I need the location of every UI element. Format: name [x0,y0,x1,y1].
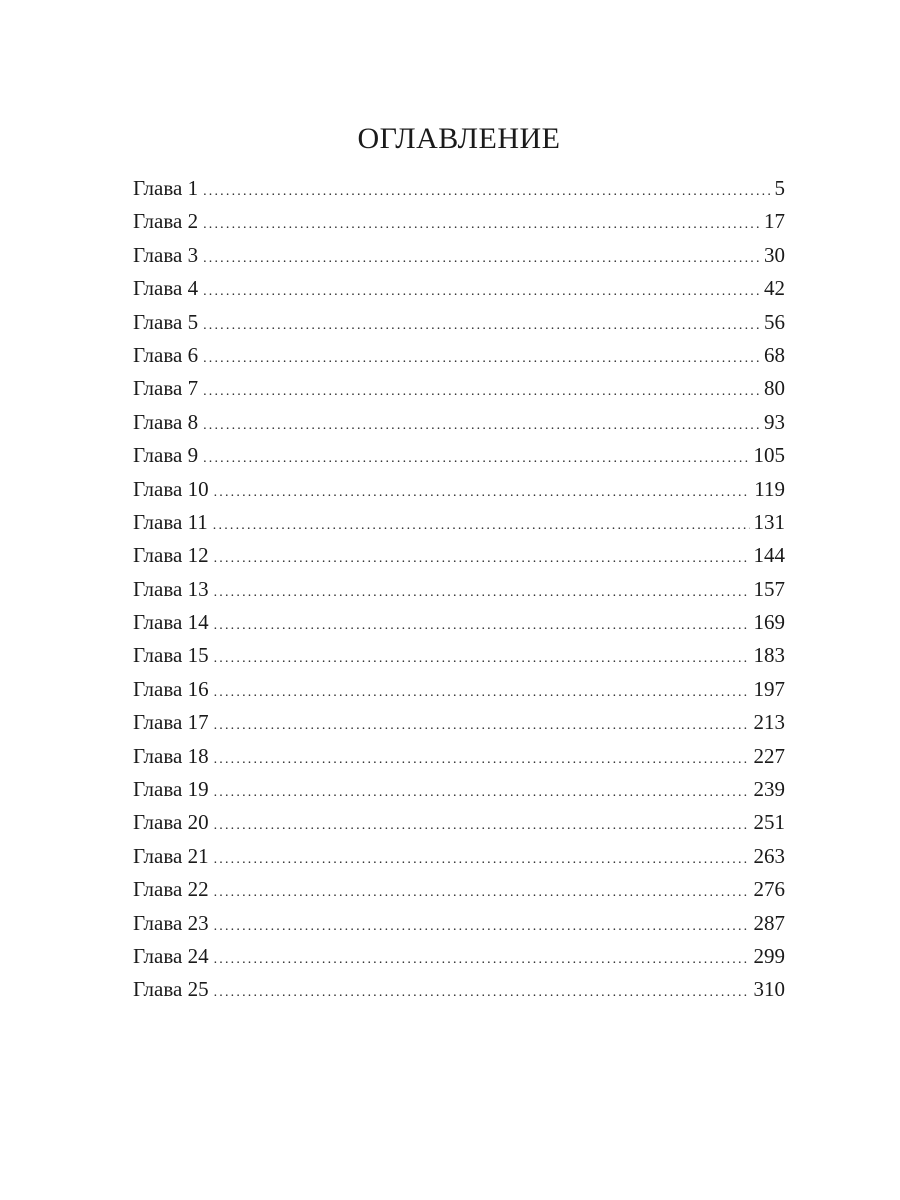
dot-leader [203,175,770,208]
page-title: ОГЛАВЛЕНИЕ [357,122,561,155]
toc-entry-label: Глава 8 [133,409,199,434]
toc-entry-19[interactable] [133,773,785,806]
dot-leader [214,576,750,609]
toc-entry-page-number: 169 [753,610,785,635]
toc-entry-17[interactable] [133,706,785,739]
toc-entry-11[interactable] [133,506,785,539]
toc-entry-4[interactable] [133,272,785,305]
toc-entry-7[interactable] [133,372,785,405]
dot-leader [214,609,750,642]
toc-entry-page-number: 119 [754,476,785,501]
toc-entry-label: Глава 1 [133,176,199,200]
dot-leader [214,542,750,575]
dot-leader [203,442,749,475]
toc-entry-page-number: 17 [764,209,785,234]
dot-leader [214,776,750,809]
toc-entry-12[interactable] [133,539,785,572]
toc-entry-label: Глава 11 [133,509,208,534]
toc-entry-page-number: 213 [753,710,785,735]
toc-entry-page-number: 68 [764,342,785,367]
toc-entry-page-number: 239 [753,777,785,802]
dot-leader [213,509,750,542]
toc-entry-label: Глава 7 [133,376,199,401]
toc-entry-8[interactable] [133,406,785,439]
dot-leader [214,743,750,776]
toc-entry-5[interactable] [133,306,785,339]
toc-entry-label: Глава 4 [133,276,199,301]
toc-entry-page-number: 263 [753,843,785,868]
toc-entry-page-number: 299 [753,943,785,968]
toc-entry-page-number: 93 [764,409,785,434]
toc-entry-label: Глава 24 [133,943,209,968]
toc-entry-6[interactable] [133,339,785,372]
toc-entry-page-number: 42 [764,276,785,301]
toc-entry-25[interactable] [133,973,785,1006]
dot-leader [214,476,751,509]
dot-leader [214,876,750,909]
toc-entry-18[interactable] [133,740,785,773]
toc-entry-3[interactable] [133,239,785,272]
toc-entry-14[interactable] [133,606,785,639]
toc-entry-13[interactable] [133,573,785,606]
toc-entry-label: Глава 3 [133,242,199,267]
toc-entry-page-number: 80 [764,376,785,401]
toc-entry-1[interactable] [133,172,785,205]
toc-entry-label: Глава 9 [133,443,199,468]
toc-entry-page-number: 287 [753,910,785,935]
toc-entry-label: Глава 2 [133,209,199,234]
toc-entry-24[interactable] [133,940,785,973]
dot-leader [214,809,750,842]
dot-leader [214,910,750,943]
dot-leader [203,208,760,241]
toc-entry-20[interactable] [133,806,785,839]
toc-entry-21[interactable] [133,840,785,873]
toc-entry-label: Глава 10 [133,476,209,501]
toc-entry-label: Глава 18 [133,743,209,768]
toc-entry-page-number: 276 [753,877,785,902]
toc-entry-label: Глава 23 [133,910,209,935]
toc-entry-label: Глава 19 [133,777,209,802]
toc-entry-10[interactable] [133,473,785,506]
toc-entry-label: Глава 20 [133,810,209,835]
toc-entry-page-number: 30 [764,242,785,267]
toc-entry-page-number: 310 [753,977,785,1002]
toc-entry-label: Глава 6 [133,342,199,367]
toc-entry-page-number: 251 [753,810,785,835]
toc-entry-23[interactable] [133,907,785,940]
dot-leader [203,275,760,308]
toc-entry-9[interactable] [133,439,785,472]
toc-entry-page-number: 56 [764,309,785,334]
toc-entry-label: Глава 21 [133,843,209,868]
dot-leader [203,375,760,408]
dot-leader [203,309,760,342]
toc-entry-label: Глава 17 [133,710,209,735]
toc-entry-label: Глава 16 [133,676,209,701]
toc-entry-22[interactable] [133,873,785,906]
dot-leader [214,843,750,876]
dot-leader [203,342,760,375]
toc-entry-page-number: 197 [753,676,785,701]
table-of-contents [133,172,785,1007]
toc-entry-16[interactable] [133,673,785,706]
toc-entry-page-number: 5 [774,176,785,200]
toc-entry-label: Глава 25 [133,977,209,1002]
toc-entry-2[interactable] [133,205,785,238]
toc-entry-page-number: 227 [753,743,785,768]
toc-entry-label: Глава 22 [133,877,209,902]
toc-entry-page-number: 131 [753,509,785,534]
toc-entry-label: Глава 14 [133,610,209,635]
toc-entry-page-number: 105 [753,443,785,468]
dot-leader [214,676,750,709]
dot-leader [214,642,750,675]
dot-leader [203,242,760,275]
toc-entry-15[interactable] [133,639,785,672]
toc-entry-page-number: 183 [753,643,785,668]
toc-entry-page-number: 144 [753,543,785,568]
toc-entry-label: Глава 5 [133,309,199,334]
dot-leader [214,709,750,742]
toc-entry-label: Глава 12 [133,543,209,568]
dot-leader [203,409,760,442]
toc-entry-label: Глава 13 [133,576,209,601]
dot-leader [214,976,750,1009]
dot-leader [214,943,750,976]
toc-entry-page-number: 157 [753,576,785,601]
toc-entry-label: Глава 15 [133,643,209,668]
